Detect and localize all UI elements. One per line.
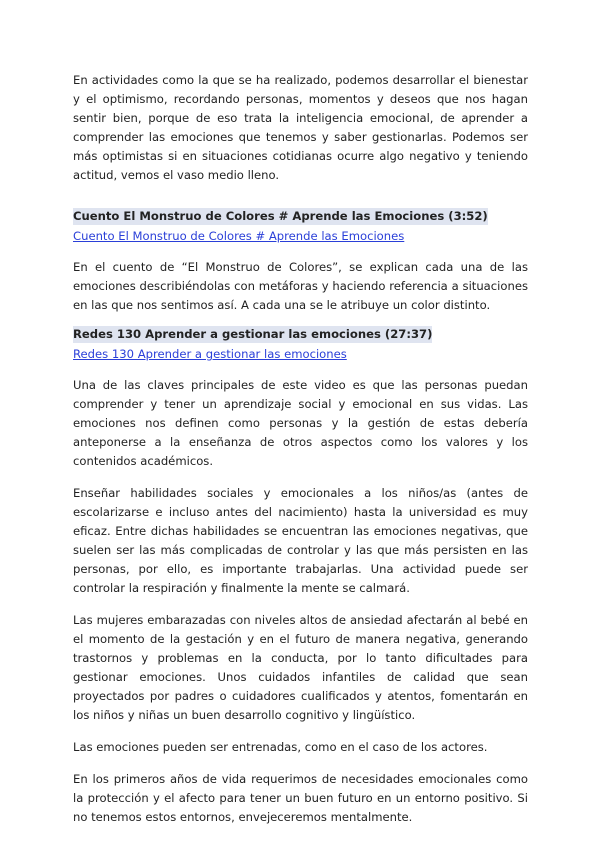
section-paragraph: En los primeros años de vida requerimos de necesidades emocionales como la protección y el afecto para tener un buen futuro en un entorno positivo. Si no tenemos estos entornos, envejeceremos mentalmente. bbox=[73, 772, 528, 824]
section-paragraph: En el cuento de “El Monstruo de Colores”, se explican cada una de las emociones describiéndolas con metáforas y haciendo referencia a situaciones en las que nos sentimos así. A cada una se le atribuye un color distinto. bbox=[73, 260, 528, 312]
section-redes-130 bbox=[73, 323, 528, 827]
section-paragraph: Las mujeres embarazadas con niveles altos de ansiedad afectarán al bebé en el momento de la gestación y en el futuro de manera negativa, generando trastornos y problemas en la conducta, por lo tanto dificultades para gestionar emociones. Unos cuidados infantiles de calidad que sean proyectados por padres o cuidadores cualificados y atentos, fomentarán en los niños y niñas un buen desarrollo cognitivo y lingüístico. bbox=[73, 613, 528, 722]
section-heading: Redes 130 Aprender a gestionar las emociones (27:37) bbox=[73, 327, 433, 341]
section-paragraph: Las emociones pueden ser entrenadas, como en el caso de los actores. bbox=[73, 740, 488, 754]
intro-paragraph: En actividades como la que se ha realizado, podemos desarrollar el bienestar y el optimismo, recordando personas, momentos y deseos que nos hagan sentir bien, porque de eso trata la inteligencia emocional, de aprender a comprender las emociones que tenemos y saber gestionarlas. Podemos ser más optimistas si en situaciones cotidianas ocurre algo negativo y teniendo actitud, vemos el vaso medio lleno. bbox=[73, 73, 528, 182]
section-heading: Cuento El Monstruo de Colores # Aprende las Emociones (3:52) bbox=[73, 209, 488, 223]
section-monstruo-colores bbox=[73, 205, 528, 315]
section-paragraph: Enseñar habilidades sociales y emocionales a los niños/as (antes de escolarizarse e incluso antes del nacimiento) hasta la universidad es muy eficaz. Entre dichas habilidades se encuentran las emociones negativas, que suelen ser las más complicadas de controlar y las que más persisten en las personas, por ello, es importante trabajarlas. Una actividad puede ser controlar la respiración y finalmente la mente se calmará. bbox=[73, 486, 528, 595]
video-link[interactable]: Cuento El Monstruo de Colores # Aprende las Emociones bbox=[73, 229, 405, 243]
video-link[interactable]: Redes 130 Aprender a gestionar las emociones bbox=[73, 347, 347, 361]
section-paragraph: Una de las claves principales de este video es que las personas puedan comprender y tener un aprendizaje social y emocional en sus vidas. Las emociones nos definen como personas y la gestión de estas debería anteponerse a la enseñanza de otros aspectos como los valores y los contenidos académicos. bbox=[73, 378, 528, 468]
